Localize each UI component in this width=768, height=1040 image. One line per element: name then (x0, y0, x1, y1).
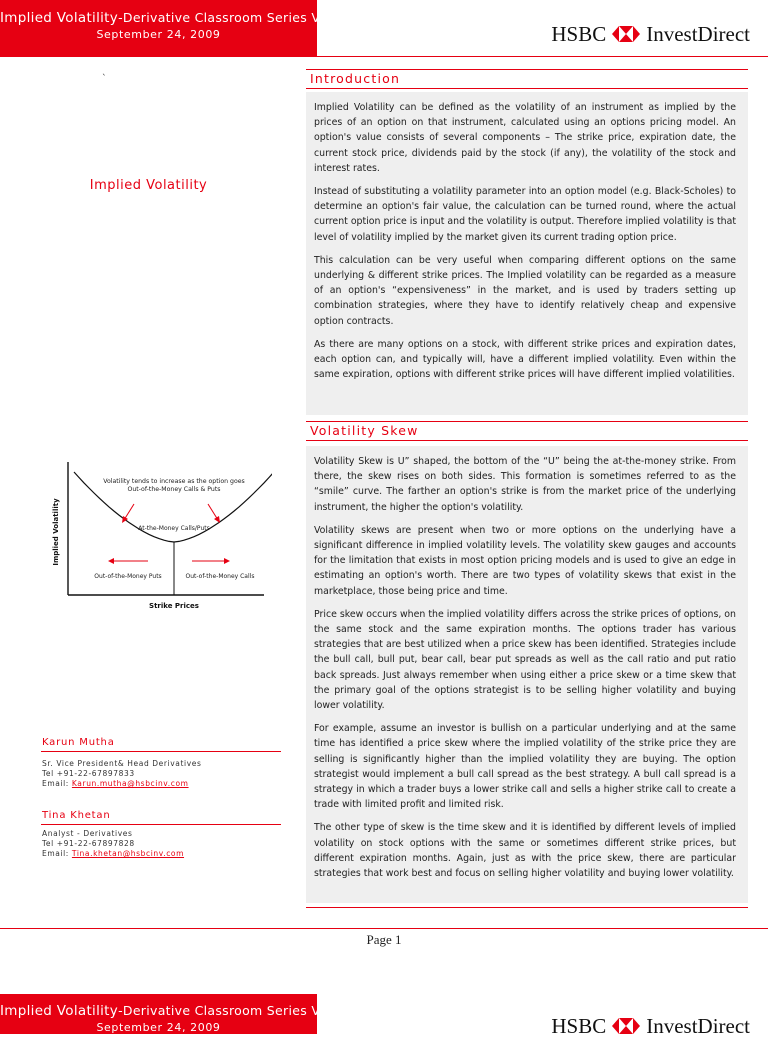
intro-paragraph: Implied Volatility can be defined as the volatility of an instrument as implied by the prices of an option on that instrument, calculated using an options pricing model. An option's value consists of several components – The strike price, expiration date, the current stock price, dividends paid by the stock (if any), the volatility of the stock and interest rates. (314, 102, 736, 174)
next-page-brand-left: HSBC (551, 1013, 607, 1038)
section-heading-introduction: Introduction (306, 69, 748, 89)
next-page-title-sub: -Derivative Classroom Series V (118, 1003, 321, 1018)
contact-email-line (42, 779, 189, 788)
header-title-box (0, 0, 321, 56)
skew-paragraph: Price skew occurs when the implied volatility differs across the strike prices of options, on the same stock and the same expiration months. The options trader has various strategies that are best utilized when a price skew has been identified. Strategies include the bull call, bull put, bear call, bear put spreads as well as the call ratio and put ratio back spreads. Just always remember when using either a price skew or a time skew that the primary goal of the options strategist is to be selling higher volatility and buying lower volatility. (314, 608, 736, 712)
next-page-header-title (0, 1003, 321, 1019)
next-page-header-title-box (0, 994, 321, 1034)
skew-paragraph: Volatility skews are present when two or more options on the underlying have a significant difference in implied volatility levels. The volatility skew gauges and accounts for the limitation that exists in most option pricing models and is used to give an edge in estimating an option's worth. There are two types of volatility skews that exist in the marketplace, those being price and time. (314, 524, 736, 597)
header-title-main: Implied Volatility (0, 10, 119, 26)
page-number: Page 1 (366, 932, 402, 947)
stray-tick: ` (102, 74, 107, 84)
contact-email-link[interactable]: Tina.khetan@hsbcinv.com (71, 849, 185, 858)
volatility-smile-chart (42, 454, 272, 619)
contact-tel: Tel +91-22-67897833 (42, 769, 135, 778)
header-title (0, 10, 321, 26)
hsbc-hexagon-icon (612, 1018, 640, 1034)
intro-paragraph: This calculation can be very useful when comparing different options on the same underlying & different strike prices. The Implied volatility can be regarded as a measure of an option's “expensiveness” in the market, and is used by traders setting up combination strategies, where they have to identify relatively cheap and expensive option contracts. (314, 254, 736, 327)
section-heading-volatility-skew: Volatility Skew (306, 421, 748, 441)
sidebar-title: Implied Volatility (89, 178, 208, 193)
annotation-increase: Volatility tends to increase as the option goes (103, 478, 245, 485)
volatility-skew-box (306, 446, 748, 903)
intro-paragraph: As there are many options on a stock, with different strike prices and expiration dates, each option can, and typically will, have a different implied volatility. Even within the same expiration, options with different strike prices will have different implied volatilities. (314, 338, 736, 381)
contact-role: Sr. Vice President& Head Derivatives (42, 759, 202, 768)
contact-divider (41, 751, 281, 752)
brand-left: HSBC (551, 21, 607, 46)
contact-email-line (42, 849, 184, 858)
annotation-otm-puts: Out-of-the-Money Puts (94, 573, 162, 580)
hsbc-hexagon-icon (612, 26, 640, 42)
brand-logo (551, 20, 750, 48)
page-divider (0, 928, 768, 929)
arrow-right-up-head (214, 516, 220, 523)
contact-name: Tina Khetan (42, 810, 111, 821)
skew-paragraph: Volatility Skew is U” shaped, the bottom of the “U” being the at-the-money strike. From there, the skew rises on both sides. This formation is sometimes referred to as the “smile” curve. The farther an option's strike is from the market price of the underlying instrument, the higher the option's volatility. (314, 456, 736, 513)
skew-paragraph: For example, assume an investor is bullish on a particular underlying and at the same time has identified a price skew where the implied volatility of the strike price they are selling is significantly higher than the implied volatility they are buying. The option strategist would implement a bull call spread as the best strategy. A bull call spread is a strategy in which a trader buys a lower strike call and sells a higher strike call to create a trade with limited profit and limited risk. (314, 723, 736, 811)
brand-right: InvestDirect (646, 21, 750, 46)
next-page-brand-logo (551, 1012, 750, 1040)
skew-paragraph: The other type of skew is the time skew and it is identified by different levels of implied volatility on stock options with the same or sometimes different strike prices, but different expiration months. Again, just as with the price skew, there are particular strategies that work best and focus on selling higher volatility and buying lower volatility. (314, 822, 736, 880)
annotation-otm-calls: Out-of-the-Money Calls (185, 573, 255, 580)
introduction-box (306, 92, 748, 415)
header-date: September 24, 2009 (96, 28, 221, 41)
annotation-atm: At-the-Money Calls/Puts (138, 525, 210, 532)
header-title-sub: -Derivative Classroom Series V (118, 10, 321, 25)
arrow-left-head (108, 558, 114, 564)
contact-role: Analyst - Derivatives (42, 829, 133, 838)
next-page-title-main: Implied Volatility (0, 1003, 119, 1019)
header-divider (0, 56, 768, 57)
contact-tel: Tel +91-22-67897828 (42, 839, 135, 848)
annotation-otm: Out-of-the-Money Calls & Puts (127, 486, 221, 493)
content-bottom-divider (306, 907, 748, 908)
contact-divider (41, 824, 281, 825)
x-axis-label: Strike Prices (149, 602, 199, 610)
next-page-header-date: September 24, 2009 (96, 1021, 221, 1034)
y-axis-label: Implied Volatility (52, 498, 60, 566)
next-page-brand-right: InvestDirect (646, 1013, 750, 1038)
intro-paragraph: Instead of substituting a volatility parameter into an option model (e.g. Black-Scholes) to determine an option's fair value, the calculation can be turned round, where the actual current option price is input and the volatility is output. Therefore implied volatility is that level of volatility implied by the market given its current trading option price. (314, 186, 736, 243)
contact-name: Karun Mutha (42, 737, 115, 748)
arrow-right-head (224, 558, 230, 564)
contact-email-link[interactable]: Karun.mutha@hsbcinv.com (71, 779, 189, 788)
contact-email-label: Email: (42, 779, 69, 788)
arrow-left-up-head (122, 516, 128, 523)
contact-email-label: Email: (42, 849, 69, 858)
